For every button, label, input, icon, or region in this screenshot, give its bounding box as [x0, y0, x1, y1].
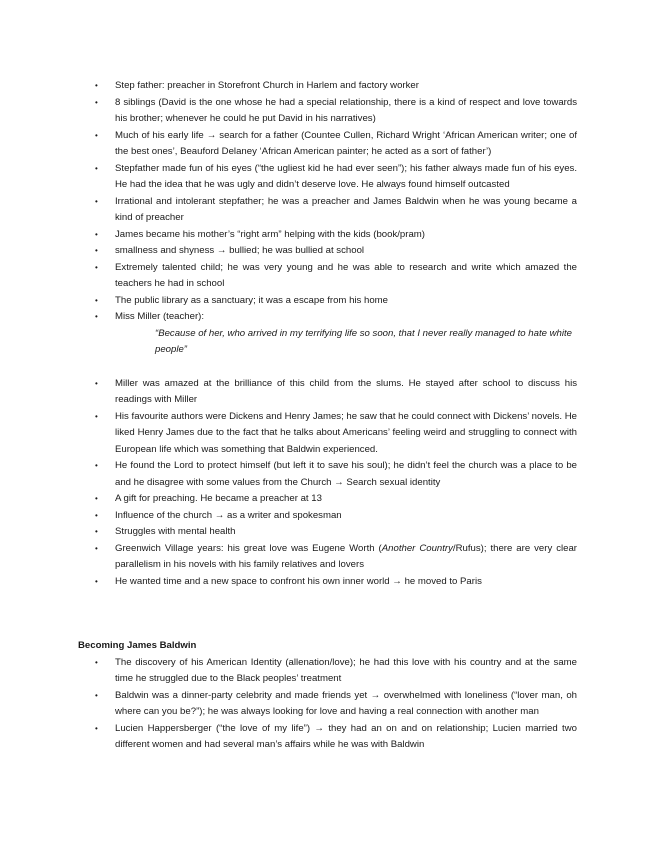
list-item — [95, 260, 577, 293]
list-item — [95, 161, 577, 194]
list-item — [95, 508, 577, 524]
list-item-text: Extremely talented child; he was very young and he was able to research and write which amazed the teachers he had in school — [115, 261, 577, 290]
bullet-icon: • — [95, 658, 98, 667]
bullet-icon: • — [95, 510, 98, 520]
bullet-icon: • — [95, 576, 98, 586]
bullet-icon: • — [95, 691, 98, 700]
list-item — [95, 655, 577, 688]
bullet-icon: • — [95, 527, 98, 537]
list-item-text: smallness and shyness → bullied; he was bullied at school — [115, 245, 365, 257]
list-item-text: Stepfather made fun of his eyes (“the ugliest kid he had ever seen”); his father always made fun of his eyes. He had the idea that he was ugly and didn’t deserve love. He always found himself outcasted — [115, 162, 577, 190]
list-item-text: He wanted time and a new space to confront his own inner world → he moved to Paris — [115, 575, 482, 587]
bullet-icon: • — [95, 378, 98, 388]
list-item-text: James became his mother’s “right arm” helping with the kids (book/pram) — [115, 228, 425, 240]
list-item-text-after: /Rufus); there are very clear parallelism in his novels with his family relatives and lovers — [115, 542, 577, 571]
bullet-icon: • — [95, 724, 98, 733]
list-item-text-before: Greenwich Village years: his great love was Eugene Worth ( — [115, 542, 382, 554]
bullet-icon: • — [95, 461, 98, 471]
bullet-icon: • — [95, 295, 98, 305]
list-item-text: Struggles with mental health — [115, 526, 236, 538]
list-item — [95, 309, 577, 325]
bullet-icon: • — [95, 229, 98, 239]
list-item — [95, 243, 577, 259]
list-item — [95, 409, 577, 458]
bullet-icon: • — [95, 543, 98, 553]
list-item — [95, 293, 577, 309]
bullet-icon: • — [95, 196, 98, 206]
list-item — [95, 458, 577, 491]
list-item-text: Step father: preacher in Storefront Church in Harlem and factory worker — [115, 80, 419, 91]
bullet-icon: • — [95, 262, 98, 272]
list-item — [95, 541, 577, 574]
list-item-text: A gift for preaching. He became a preacher at 13 — [115, 493, 322, 505]
list-item — [95, 376, 577, 409]
list-item — [95, 574, 577, 590]
list-item-text: The discovery of his American Identity (allenation/love); he had this love with his country and at the same time he struggled due to the Black peoples’ treatment — [115, 657, 577, 685]
list-item — [95, 721, 577, 754]
list-item — [95, 95, 577, 128]
bullet-icon: • — [95, 246, 98, 256]
bullet-list-becoming — [0, 655, 655, 754]
list-item-text: Miss Miller (teacher): — [115, 311, 205, 323]
bullet-list-early-life — [0, 78, 655, 591]
block-quote: “Because of her, who arrived in my terrifying life so soon, that I never really managed to hate white people” — [155, 327, 573, 356]
list-item — [95, 194, 577, 227]
list-item-text: He found the Lord to protect himself (but left it to save his soul); he didn’t feel the church was a place to be and he disagree with some values from the Church → Search sexual identity — [115, 460, 577, 488]
bullet-icon: • — [95, 411, 98, 421]
list-item — [95, 227, 577, 243]
bullet-icon: • — [95, 130, 98, 140]
list-item-text: Irrational and intolerant stepfather; he was a preacher and James Baldwin when he was young became a kind of preacher — [115, 195, 577, 223]
list-item — [95, 688, 577, 721]
list-item-text: Baldwin was a dinner-party celebrity and made friends yet → overwhelmed with loneliness (“lover man, oh where can you be?”); he was always looking for love and having a real connection with another man — [115, 690, 577, 718]
list-item — [95, 78, 577, 94]
list-item-text: Much of his early life → search for a father (Countee Cullen, Richard Wright ‘African American writer; one of the best ones’, Beauford Delaney ‘African American painter; he acted as a sort of father’) — [115, 129, 577, 157]
list-item-text: His favourite authors were Dickens and Henry James; he saw that he could connect with Dickens’ novels. He liked Henry James due to the fact that he talks about Americans’ feeling weird and struggling to connect with European life which was something that Baldwin experienced. — [115, 410, 577, 455]
list-item-text: 8 siblings (David is the one whose he had a special relationship, there is a kind of respect and love towards his brother; whenever he could he put David in his narratives) — [115, 96, 577, 124]
list-item-text: The public library as a sanctuary; it was a escape from his home — [115, 294, 389, 306]
list-item-text: Miller was amazed at the brilliance of this child from the slums. He stayed after school to discuss his readings with Miller — [115, 377, 577, 406]
list-item — [95, 524, 577, 540]
bullet-icon: • — [95, 97, 98, 107]
list-item-text: Influence of the church → as a writer and spokesman — [115, 509, 342, 521]
list-item-text: Lucien Happersberger (“the love of my life”) → they had an on and on relationship; Lucien married two different women and had several man’s affairs while he was with Baldwin — [115, 723, 577, 751]
book-title: Another Country — [381, 542, 453, 554]
list-item — [95, 491, 577, 507]
section-heading: Becoming James Baldwin — [78, 640, 197, 651]
bullet-icon: • — [95, 163, 98, 173]
bullet-icon: • — [95, 312, 98, 322]
bullet-icon: • — [95, 494, 98, 504]
list-item — [95, 128, 577, 161]
bullet-icon: • — [95, 81, 98, 90]
